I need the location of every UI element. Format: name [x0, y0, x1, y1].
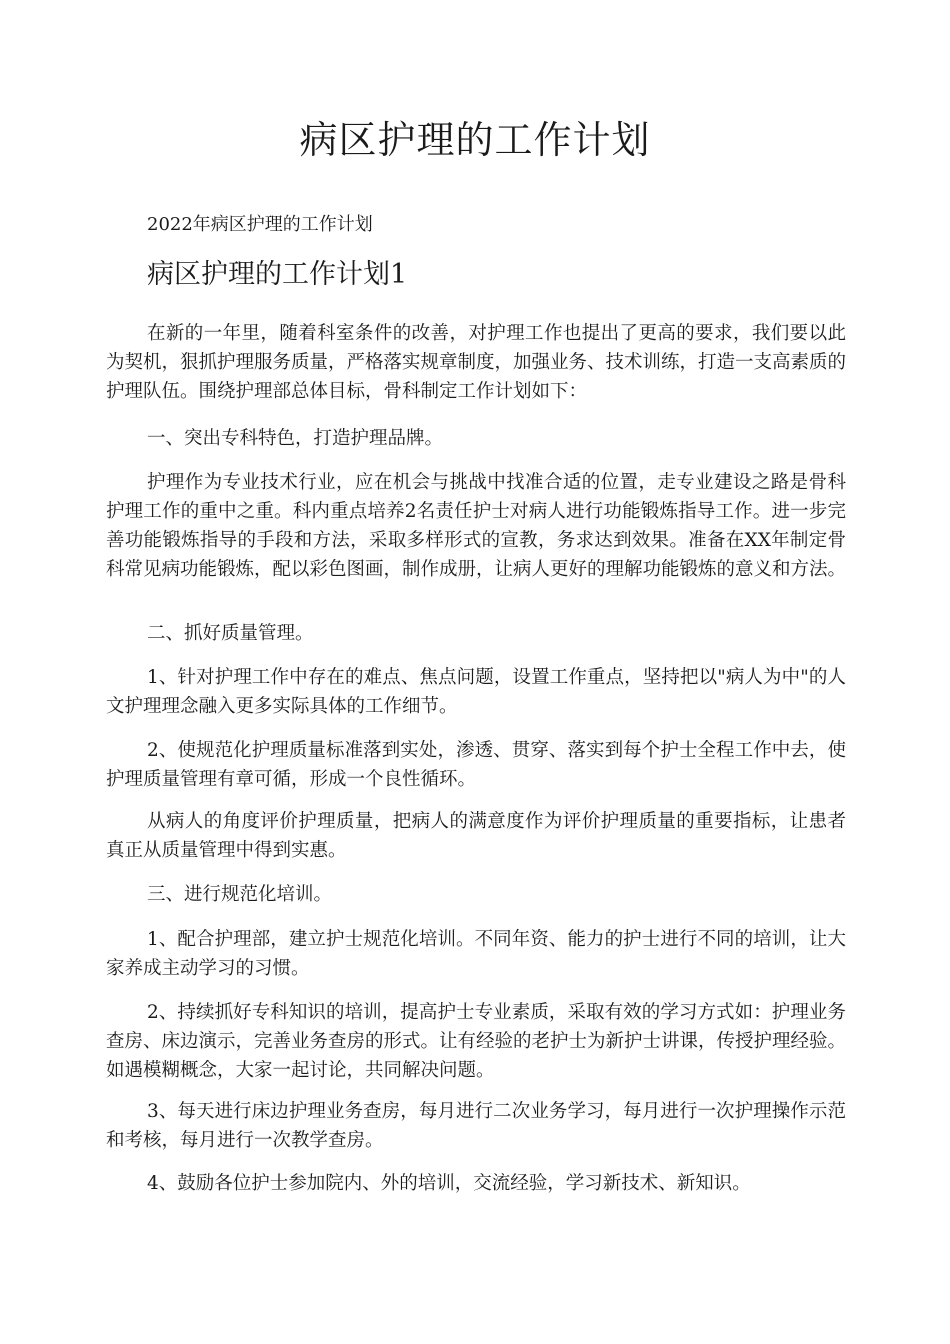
paragraph-quality-1: 1、针对护理工作中存在的难点、焦点问题，设置工作重点，坚持把以"病人为中"的人文护理理念融入更多实际具体的工作细节。	[106, 667, 846, 717]
paragraph-specialty: 护理作为专业技术行业，应在机会与挑战中找准合适的位置，走专业建设之路是骨科护理工作的重中之重。科内重点培养2名责任护士对病人进行功能锻炼指导工作。进一步完善功能锻炼指导的手段和方法，采取多样形式的宣教，务求达到效果。准备在XX年制定骨科常见病功能锻炼，配以彩色图画，制作成册，让病人更好的理解功能锻炼的意义和方法。	[106, 472, 847, 580]
paragraph-quality-2: 2、使规范化护理质量标准落到实处，渗透、贯穿、落实到每个护士全程工作中去，使护理质量管理有章可循，形成一个良性循环。	[106, 740, 846, 790]
heading-item-1: 一、突出专科特色，打造护理品牌。	[147, 428, 444, 449]
paragraph-training-1: 1、配合护理部，建立护士规范化培训。不同年资、能力的护士进行不同的培训，让大家养成主动学习的习惯。	[106, 929, 846, 979]
paragraph-quality-3: 从病人的角度评价护理质量，把病人的满意度作为评价护理质量的重要指标，让患者真正从质量管理中得到实惠。	[106, 811, 846, 861]
heading-item-2: 二、抓好质量管理。	[147, 623, 314, 644]
paragraph-intro: 在新的一年里，随着科室条件的改善，对护理工作也提出了更高的要求，我们要以此为契机，狠抓护理服务质量，严格落实规章制度，加强业务、技术训练，打造一支高素质的护理队伍。围绕护理部总体目标，骨科制定工作计划如下：	[106, 323, 847, 402]
paragraph-training-3: 3、每天进行床边护理业务查房，每月进行二次业务学习，每月进行一次护理操作示范和考核，每月进行一次教学查房。	[106, 1101, 846, 1151]
document-title: 病区护理的工作计划	[299, 118, 651, 162]
document-subtitle: 2022年病区护理的工作计划	[147, 214, 373, 235]
section-heading: 病区护理的工作计划1	[147, 259, 408, 290]
paragraph-training-2: 2、持续抓好专科知识的培训，提高护士专业素质，采取有效的学习方式如：护理业务查房、床边演示，完善业务查房的形式。让有经验的老护士为新护士讲课，传授护理经验。如遇模糊概念，大家一起讨论，共同解决问题。	[106, 1002, 847, 1081]
heading-item-3: 三、进行规范化培训。	[147, 884, 333, 905]
paragraph-training-4: 4、鼓励各位护士参加院内、外的培训，交流经验，学习新技术、新知识。	[147, 1173, 751, 1194]
